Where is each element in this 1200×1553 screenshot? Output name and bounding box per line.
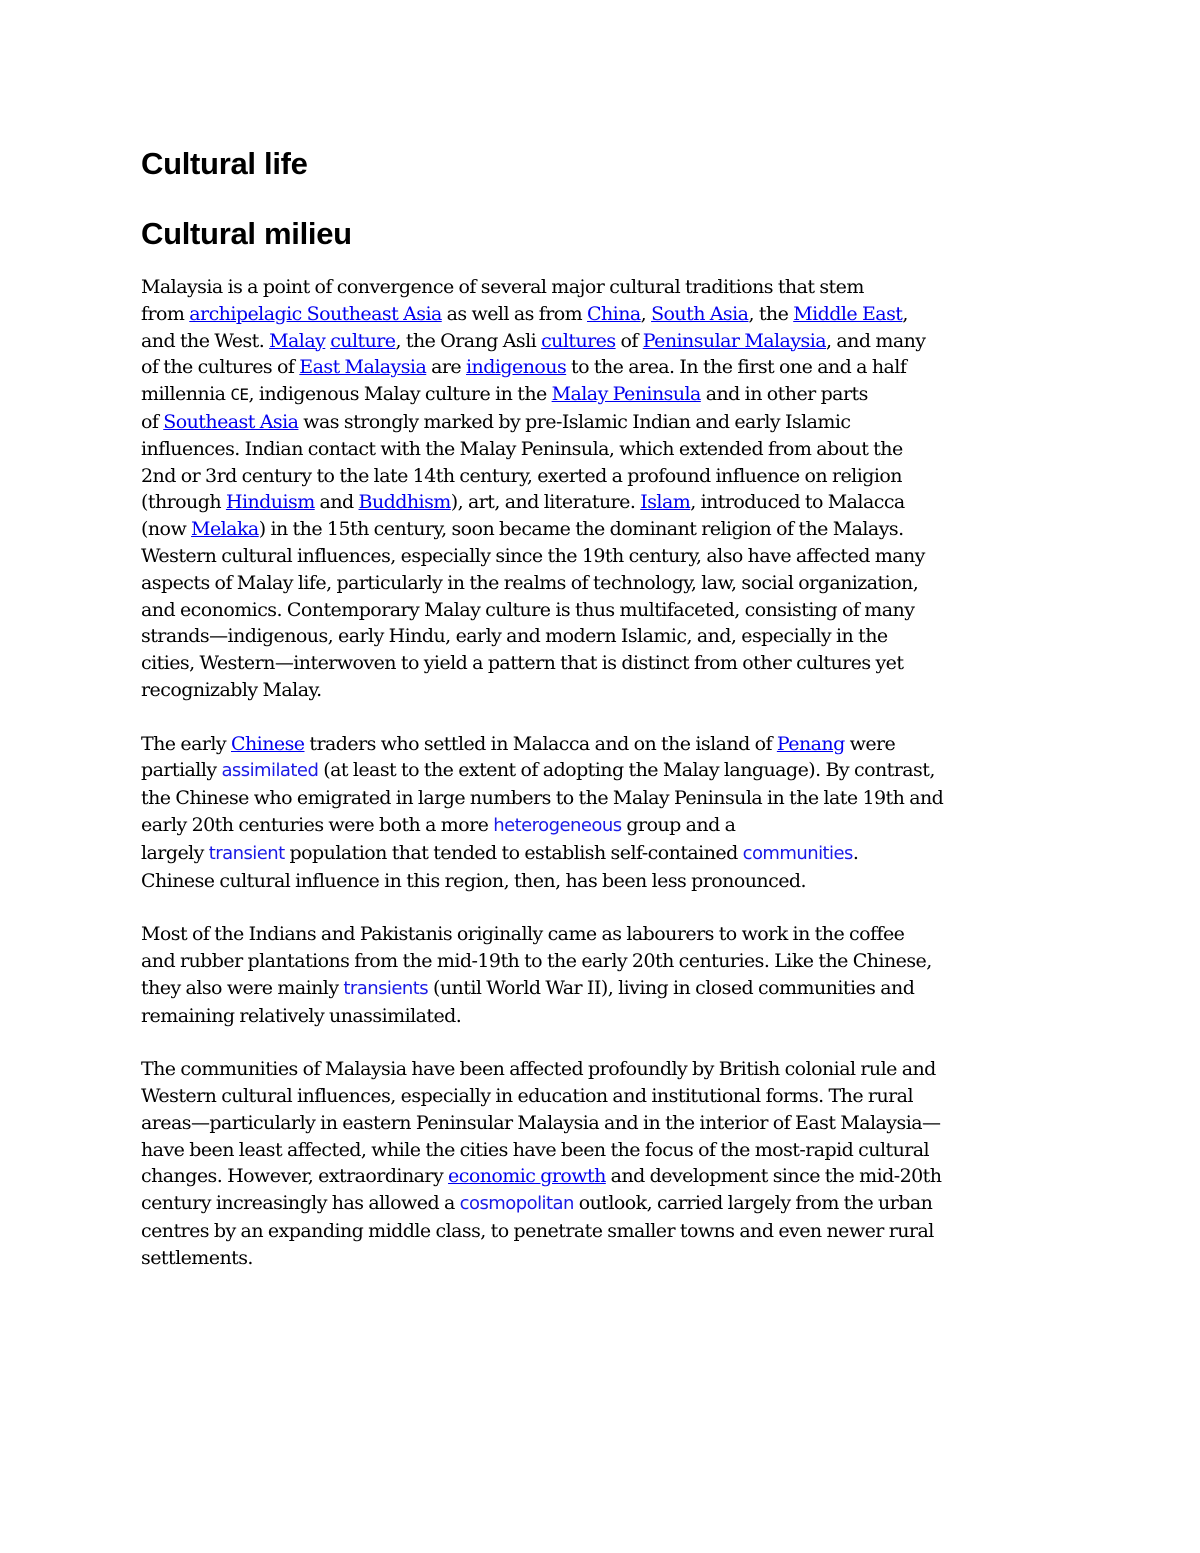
link-china[interactable]: China [587, 302, 641, 325]
text-run: ), art, and literature. [450, 491, 641, 514]
text-run: , introduced to Malacca [690, 491, 905, 514]
text-line: and rubber plantations from the mid-19th to the early 20th centuries. Like the Chinese, [141, 949, 932, 972]
text-run: largely [141, 841, 209, 864]
abbreviation-ce: CE [230, 385, 249, 405]
text-line: Chinese cultural influence in this region, then, has been less pronounced. [141, 869, 806, 892]
text-run: , [902, 302, 908, 325]
text-run: ) in the 15th century, soon became the dominant religion of the Malays. [258, 518, 904, 541]
text-run: outlook, carried largely from the urban [573, 1192, 933, 1215]
text-run: (at least to the extent of adopting the Malay language). By contrast, [318, 759, 935, 782]
text-line [141, 840, 1061, 868]
text-run: of [141, 410, 164, 433]
text-line [141, 354, 1061, 381]
text-line: Malaysia is a point of convergence of several major cultural traditions that stem [141, 276, 864, 298]
text-run: and the West. [141, 329, 270, 352]
term-heterogeneous[interactable]: heterogeneous [493, 814, 622, 836]
text-run: (now [141, 518, 192, 541]
text-run: . [852, 841, 859, 864]
link-buddhism[interactable]: Buddhism [358, 491, 451, 514]
text-run: early 20th centuries were both a more [141, 813, 494, 836]
term-transient[interactable]: transient [208, 842, 285, 864]
text-line: Western cultural influences, especially in education and institutional forms. The rural [141, 1084, 913, 1107]
link-east-malaysia[interactable]: East Malaysia [299, 356, 427, 379]
text-run: and [314, 491, 359, 514]
text-run: are [426, 356, 467, 379]
link-cultures[interactable]: cultures [541, 329, 616, 352]
paragraph-2 [141, 731, 1061, 895]
document-page [141, 142, 1061, 1271]
text-line [141, 1190, 1061, 1218]
text-line [141, 489, 1061, 516]
text-line [141, 328, 1061, 355]
text-run: was strongly marked by pre-Islamic Indian and early Islamic [298, 410, 851, 433]
text-run: , indigenous Malay culture in the [248, 383, 552, 406]
text-line: cities, Western—interwoven to yield a pattern that is distinct from other cultures yet [141, 652, 904, 675]
text-line: strands—indigenous, early Hindu, early and modern Islamic, and, especially in the [141, 625, 888, 648]
link-economic-growth[interactable]: economic growth [448, 1165, 606, 1188]
link-chinese[interactable]: Chinese [231, 732, 305, 755]
link-archipelagic-southeast-asia[interactable]: archipelagic Southeast Asia [189, 302, 442, 325]
text-run: , the Orang Asli [395, 329, 542, 352]
text-run: partially [141, 759, 222, 782]
link-islam[interactable]: Islam [640, 491, 691, 514]
text-line [141, 975, 1061, 1003]
text-run: , the [748, 302, 794, 325]
link-hinduism[interactable]: Hinduism [225, 491, 315, 514]
text-line [141, 731, 1061, 758]
text-line: Western cultural influences, especially since the 19th century, also have affected many [141, 544, 925, 567]
text-line [141, 516, 1061, 543]
paragraph-1 [141, 274, 1061, 704]
text-run: of [615, 329, 643, 352]
text-run: and development since the mid-20th [605, 1165, 942, 1188]
text-run: (through [141, 491, 226, 514]
text-line: 2nd or 3rd century to the late 14th century, exerted a profound influence on religion [141, 464, 902, 487]
text-run: century increasingly has allowed a [141, 1192, 460, 1215]
text-run: population that tended to establish self-contained [284, 841, 743, 864]
link-malay[interactable]: Malay [269, 329, 326, 352]
link-penang[interactable]: Penang [776, 732, 845, 755]
text-line: settlements. [141, 1246, 253, 1269]
text-line: recognizably Malay. [141, 678, 322, 701]
text-line [141, 301, 1061, 328]
text-run: group and a [621, 813, 736, 836]
link-malay-peninsula[interactable]: Malay Peninsula [551, 383, 701, 406]
link-southeast-asia[interactable]: Southeast Asia [163, 410, 299, 433]
paragraph-4 [141, 1056, 1061, 1271]
text-run: The early [141, 732, 231, 755]
section-heading: Cultural milieu [141, 216, 352, 251]
link-south-asia[interactable]: South Asia [651, 302, 749, 325]
text-line: aspects of Malay life, particularly in the realms of technology, law, social organization, [141, 571, 919, 594]
text-line [141, 409, 1061, 436]
text-line: Most of the Indians and Pakistanis originally came as labourers to work in the coffee [141, 923, 905, 946]
text-run: traders who settled in Malacca and on the island of [304, 732, 777, 755]
text-run: , and many [826, 329, 926, 352]
text-line: have been least affected, while the cities have been the focus of the most-rapid cultural [141, 1138, 930, 1161]
text-line [141, 381, 1061, 409]
text-run: and in other parts [700, 383, 868, 406]
text-line: influences. Indian contact with the Malay Peninsula, which extended from about the [141, 437, 903, 460]
text-line [141, 812, 1061, 840]
text-line: centres by an expanding middle class, to penetrate smaller towns and even newer rural [141, 1219, 934, 1242]
text-run: as well as from [441, 302, 587, 325]
term-assimilated[interactable]: assimilated [221, 760, 319, 782]
term-communities[interactable]: communities [742, 842, 853, 864]
link-melaka[interactable]: Melaka [191, 518, 259, 541]
term-transients[interactable]: transients [343, 977, 429, 999]
text-run: from [141, 302, 190, 325]
text-run: , [640, 302, 652, 325]
text-line [141, 1163, 1061, 1190]
text-run: to the area. In the first one and a half [566, 356, 907, 379]
text-run: they also were mainly [141, 976, 344, 999]
paragraph-3 [141, 921, 1061, 1029]
text-run: (until World War II), living in closed communities and [428, 976, 915, 999]
text-run: were [844, 732, 896, 755]
page-title: Cultural life [141, 146, 308, 181]
text-line: and economics. Contemporary Malay culture is thus multifaceted, consisting of many [141, 598, 915, 621]
text-line [141, 757, 1061, 785]
term-cosmopolitan[interactable]: cosmopolitan [459, 1193, 574, 1215]
link-middle-east[interactable]: Middle East [793, 302, 903, 325]
link-culture[interactable]: culture [330, 329, 396, 352]
text-line: The communities of Malaysia have been affected profoundly by British colonial rule and [141, 1058, 936, 1081]
text-line: remaining relatively unassimilated. [141, 1004, 462, 1027]
text-line: areas—particularly in eastern Peninsular Malaysia and in the interior of East Malaysia— [141, 1111, 941, 1134]
link-peninsular-malaysia[interactable]: Peninsular Malaysia [642, 329, 827, 352]
text-run: millennia [141, 383, 231, 406]
link-indigenous[interactable]: indigenous [466, 356, 567, 379]
text-run: of the cultures of [141, 356, 300, 379]
text-run: changes. However, extraordinary [141, 1165, 449, 1188]
text-line: the Chinese who emigrated in large numbers to the Malay Peninsula in the late 19th and [141, 787, 944, 810]
